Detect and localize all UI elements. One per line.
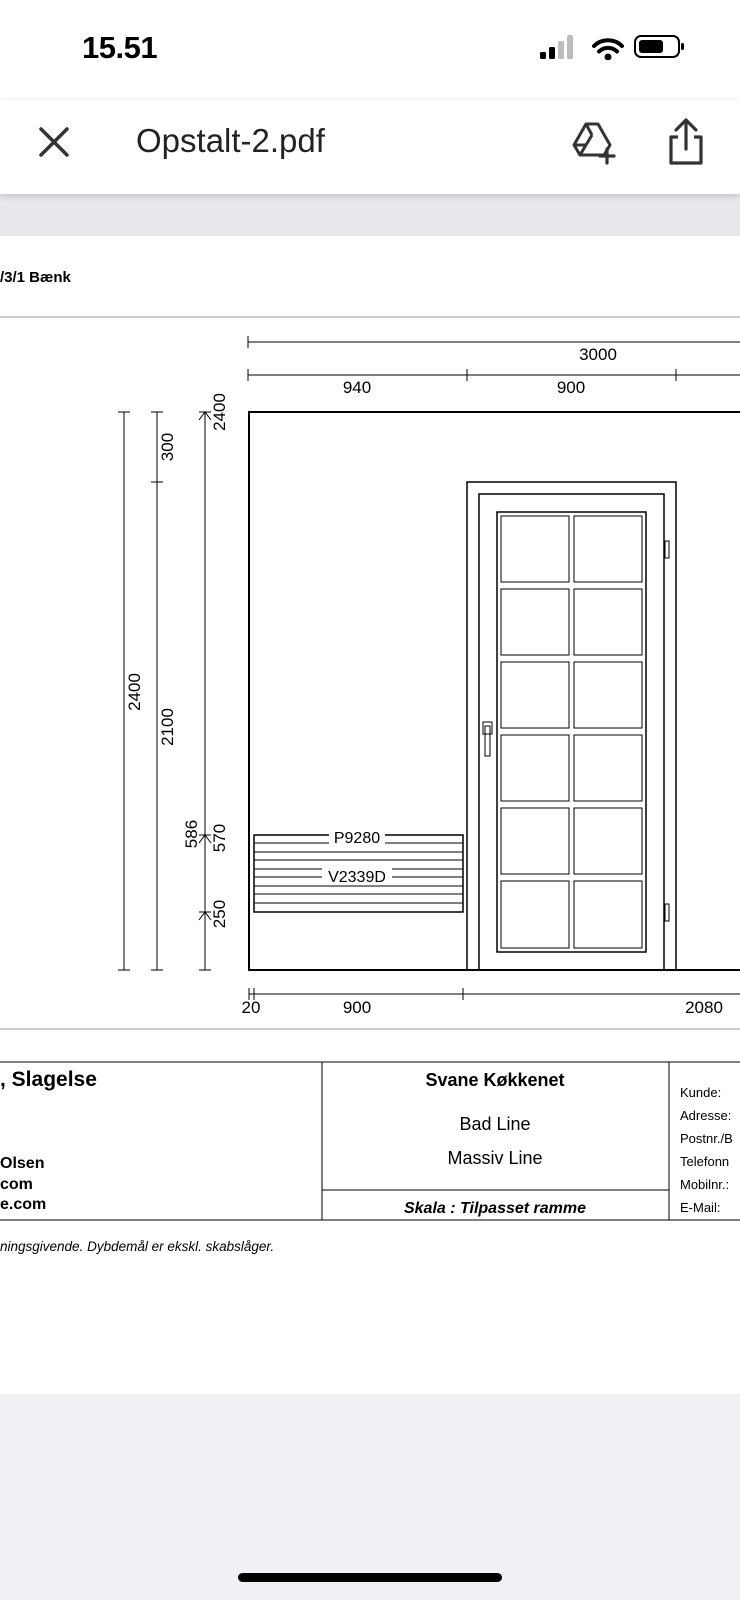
wifi-icon (594, 40, 622, 60)
dim-height-2400-a: 2400 (125, 673, 144, 711)
dim-900: 900 (556, 378, 586, 397)
pdf-viewer-toolbar (0, 100, 740, 194)
product-line-2: Massiv Line (447, 1148, 543, 1168)
share-button[interactable] (664, 116, 708, 168)
cellular-signal-icon (540, 35, 573, 59)
drawing-header: /3/1 Bænk (0, 269, 71, 286)
close-button[interactable] (34, 122, 74, 162)
dim-940: 940 (342, 378, 372, 397)
title-block (0, 1062, 740, 1220)
page-gap (0, 194, 740, 236)
dim-overall-width: 3000 (579, 345, 617, 364)
dim-height-2400-b: 2400 (210, 393, 229, 431)
field-kunde: Kunde: (680, 1085, 722, 1100)
dim-height-586: 586 (182, 819, 201, 849)
add-to-drive-icon (570, 118, 618, 166)
brand-name: Svane Køkkenet (425, 1070, 565, 1090)
field-telefon: Telefonn (680, 1154, 730, 1169)
footnote: ningsgivende. Dybdemål er ekskl. skabslåger. (0, 1239, 275, 1254)
field-adresse: Adresse: (680, 1108, 732, 1123)
contact-line-1: Olsen (0, 1155, 45, 1172)
home-indicator[interactable] (238, 1573, 502, 1582)
field-email: E-Mail: (680, 1200, 721, 1215)
product-line-1: Bad Line (459, 1114, 531, 1134)
close-icon (34, 122, 74, 162)
status-bar (0, 0, 740, 100)
field-postnr: Postnr./B (680, 1131, 733, 1146)
contact-line-2: com (0, 1176, 33, 1193)
document-title: Opstalt-2.pdf (136, 122, 325, 159)
add-to-drive-button[interactable] (570, 118, 618, 166)
dim-height-250: 250 (210, 899, 229, 929)
contact-line-3: e.com (0, 1196, 47, 1213)
field-mobilnr: Mobilnr.: (680, 1177, 730, 1192)
battery-icon (635, 36, 684, 57)
scale-label: Skala : Tilpasset ramme (403, 1200, 587, 1217)
elevation-drawing (0, 236, 740, 1394)
pdf-page[interactable] (0, 236, 740, 1394)
dim-height-300: 300 (158, 432, 177, 462)
status-icons (540, 34, 690, 60)
viewer-background (0, 1394, 740, 1600)
dim-bottom-900: 900 (342, 998, 372, 1017)
dim-height-2100: 2100 (158, 708, 177, 746)
dim-bottom-2080: 2080 (685, 998, 723, 1017)
door-drawing (467, 482, 676, 970)
panel-label-p9280: P9280 (333, 830, 381, 847)
dim-bottom-20: 20 (241, 998, 261, 1017)
share-icon (664, 116, 708, 168)
dim-height-570: 570 (210, 823, 229, 853)
status-time: 15.51 (82, 30, 158, 65)
company-location: , Slagelse (0, 1068, 97, 1091)
panel-label-v2339d: V2339D (328, 869, 386, 886)
